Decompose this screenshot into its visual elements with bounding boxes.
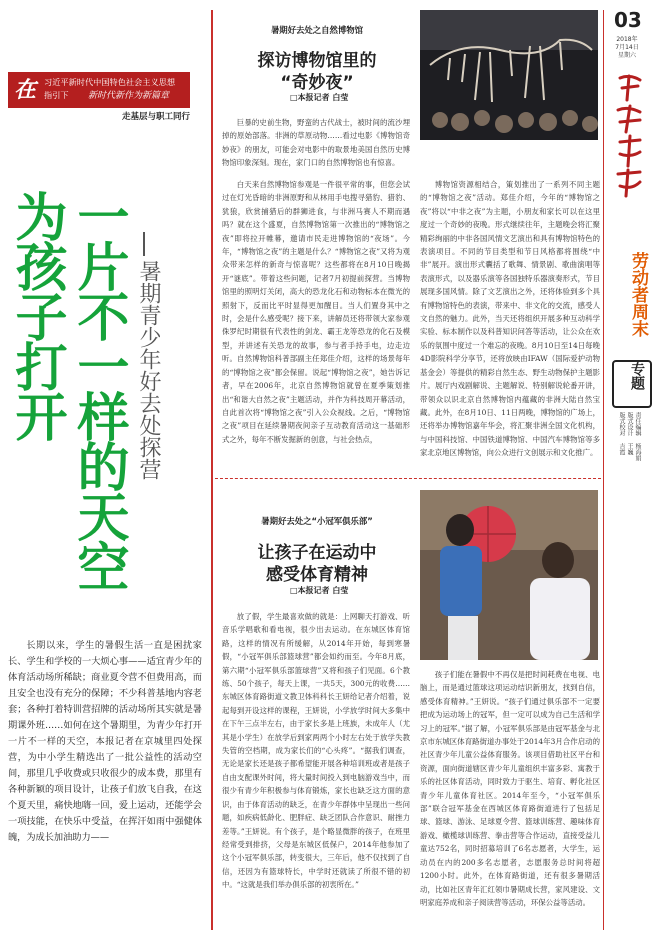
feature-lede: 长期以来，学生的暑假生活一直是困扰家长、学生和学校的一大烦心事——适宜青少年的体育活动场所稀缺；商业夏令营不但费用高，而且安全也没有充分的保障；不少科普基地内容老套；各种打着特训营招牌的活动场所其实就是暑期课外班……如何在这个暑期里，为青少年打开一片不一样的天空，本报记者在京城里四处探营，为中小学生精选出了一批公益性的活动空间，那里几乎收费或只收很少的成本费，那里有各种新颖的项目设计，让孩子们放飞自我，在这个夏天里，痛快地嗨一回，爱上运动，还能学会一项技能，在快乐中受益，在挥汗如雨中强健体魄，为成长加油助力—— [8,640,202,843]
credit-design: 版式设计 王巍 [626,412,633,455]
article-divider [215,478,601,479]
credit-proof: 版式校对 吉霞 [618,412,625,455]
article2-title-line2: 感受体育精神 [266,565,368,585]
banner-slogan: 新时代新作为新篇章 [88,91,170,101]
dinosaur-skeleton-icon [420,10,598,140]
basketball-icon [420,490,598,660]
article1-kicker: 暑期好去处之自然博物馆 [270,25,364,35]
article1-title-line1: 探访博物馆里的 [257,51,377,71]
feature-title-col1: 为孩子打开 [6,190,66,440]
article2-column2: 孩子们能在暑假中不再仅是把时间耗费在电视、电脑上，而是通过篮球这项运动结识新朋友，找到自信，感受体育精神。”王妍说。“孩子们通过俱乐部不一定要把成为运动场上的冠军，但一定可以成为自己生活和学习上的冠军。”据了解，小冠军俱乐部是由冠军基金与北京市东城区体育路街道办事处于2014年3月合作启动的社区青少年儿童公益体育服务。该项目借助社区平台和资源，面向街道辖区青少年儿童组织丰富多彩、寓教于乐的社区体育活动，同时致力于驱生、培育、孵化社区青少年儿童体育社区。2014年至今，“小冠军俱乐部”联合冠军基金在西城区体育路街道进行了包括足球、篮球、游泳、足球夏令营、篮球训练营、趣味体育游戏、橄榄球训练营、拳击营等合作运动，直接受益儿童达752名，同时招募培训了6名志愿者，大学生，运动员在内的200多名志愿者，志愿服务总时间将超1200小时。此外，在体育路街道，还有很多暑期活动，比如社区青年汇红领巾暑期成长营，家风建设、文明家庭养成和亲子阅读营等活动，环保公益等活动。 [420,670,600,907]
banner-line1: 习近平新时代中国特色社会主义思想 [44,77,176,87]
feature-title-col2: 一片不一样的天空 [68,190,128,590]
page-number: 03 [614,8,642,32]
article2-title-line1: 让孩子在运动中 [257,543,377,563]
dinosaur-skeleton-photo [420,10,598,140]
feature-subtitle: 暑期青少年好去处探营 [136,260,161,480]
calligraphy-masthead-icon [612,70,646,200]
credit-editor: 责任编辑 杨海娟 [634,412,641,461]
divider-left [211,10,213,930]
article1-lede: 巨暴的史前生物，野蛮的古代战士，被时间的流沙埋掉的原始部落。非洲的草原动物……看过电影《博物馆奇妙夜》的朋友，可能会对电影中的取景地美国自然历史博物馆印象深刻。现在，家门口的自然博物馆也有惊喜。 [222,118,410,168]
article1-byline: □本报记者 白莹 [290,93,349,102]
subtitle-dash [143,232,145,256]
article2-kicker: 暑期好去处之“小冠军俱乐部” [261,516,373,526]
basketball-coach-photo [420,490,598,660]
section-name: 劳动者周末 [628,252,648,337]
divider-right [603,10,604,930]
article2-byline: □本报记者 白莹 [290,586,349,595]
banner-lead-char: 在 [14,77,37,103]
article2-column1: 放了假，学生最喜欢做的就是：上网聊天打游戏、听音乐学唱歌和看电视，很少出去运动。在东城区体育馆路，这样的情况有所缓解，从2014年开始，每到寒暑假，“小冠军俱乐部篮球营”都会如约而至。今年8月底，第六期“小冠军俱乐部篮球营”又将和孩子们见面。6个教练、50个孩子，每天上课，一共5天，300元的收费……东城区体育路街道文教卫体科科长王妍给记者介绍着，说起每到开设这样的课程，王妍说，小学放学时间大多集中在下午三点半左右，由于家长多是上班族，未成年人（尤其是小学生）在放学后到家两两个小时左右处于放学失教失管的空档期，成为家长们的“心头疼”。“据我们调查，无论是家长还是孩子都希望能开展各种培训班或者是孩子自由支配课外时间，将大量时间投入到电脑游戏当中，而很少有青少年积极参与体育锻炼，家长也缺乏这方面的意识，由于体育活动的缺乏，在青少年群体中呈现出一些问题，如疾病低龄化、肥胖症、缺乏团队合作意识、耐挫力差等。”王妍说。有个孩子，是个略显微胖的孩子，在班里经常受到排挤，父母是东城区低保户，2014年他参加了这个小冠军俱乐部，转变很大，三年后，他不仅找到了自信，还因为有篮球特长，中学时还就读了所很不错的初中。“这就是我们举办俱乐部的初衷所在。” [222,612,410,890]
article1-column2: 博物馆资源相结合，策划推出了一系列不同主题的“博物馆之夜”活动。郑佳介绍，今年的“博物馆之夜”将以“中非之夜”为主题，小朋友和家长可以在这里度过一个奇妙的夜晚。形式继续往年，主题晚会将汇聚精彩绚丽的中非各国风情文艺演出和具有博物馆特色的表演项目。不同的节目类型和节日风格都将围绕“中非”展开。演出形式囊括了歌舞、情景剧、歌曲演唱等表演形式，以及器乐演等各国独特乐器演奏形式，节目展现多国风情。除了文艺演出之外，还将体验到多个具有博物馆特色的表演，带来中、非文化的交流，感受人文自然的魅力。此外，当天还将组织开展多种互动科学实验、标本制作以及科普知识问答等活动，让公众在欢乐的氛围中度过一个难忘的夜晚。8月10日至14日每晚4D影院科学分享节，还将放映由IFAW（国际爱护动物基金会）等提供的精彩自然生态、野生动物保护主题影片。展厅内戏剧解说、主题解说、特别解说轮番开讲，带领众以识北京自然博物馆内蕴藏的非洲大陆自然宝藏。此外，在8月10日、11日两晚，博物馆的广场上，还将举办博物馆嘉年华会，将汇聚非洲全国文化机构，与中国科技馆、中国铁道博物馆、中国汽车博物馆等多家北京地区博物馆，向公众进行文创展示和文化推广。 [420,180,600,458]
article1-title-line2: “奇妙夜” [280,73,354,93]
subsection-name: 专题 [629,362,645,390]
banner-line2: 指引下 [44,90,69,100]
banner-subtitle: 走基层与职工同行 [121,112,190,122]
issue-date: 2018年 7月14日 星期六 [615,36,639,59]
article1-column1: 白天来自然博物馆参观是一件很平常的事，但您会试过在灯光昏暗的非洲原野和从林用手电搜寻猎豹、猎豹、犹狼，欣赏捕猎后的群狮进食，与非洲马赛人不期而遇吗？就在这个盛夏，自然博物馆第一次推出的“博物馆之夜”即将拉开帷幕，邀请市民走进博物馆的“夜场”。今年，“博物馆之夜”的主题是什么？“博物馆之夜”又将为观众带来怎样的新奇与惊喜呢？这些都将在8月10日晚揭开“谜底”。带着这些问题，记者7月初提前探营。当博物馆里的照明灯关闭，高大的恐龙化石和动物标本在微光的照射下，反而比平时显得更加醒目。当人们置身其中之时，会是什么感受呢？接下来，讲解员还将带领大家参观侏罗纪时期很有代表性的剑龙、霸王龙等恐龙的化石及模型，并讲述有关恐龙的故事，参与者手持手电，边走边听。自然博物馆科普部副主任郑佳介绍，这样的场景每年的“博物馆之夜”都会保留。说起“博物馆之夜”，她告诉记者，早在2006年，北京自然博物馆就曾在夏季策划推出“和谐大自然之夜”主题活动，并作为科技周开幕活动，自此首次将“博物馆之夜”引入公众视线。之后，“博物馆之夜”项目在延续暑期夜间亲子互动教育活动这一基础形式之外，每年不断发掘新的创意，与社会热点， [222,180,410,444]
